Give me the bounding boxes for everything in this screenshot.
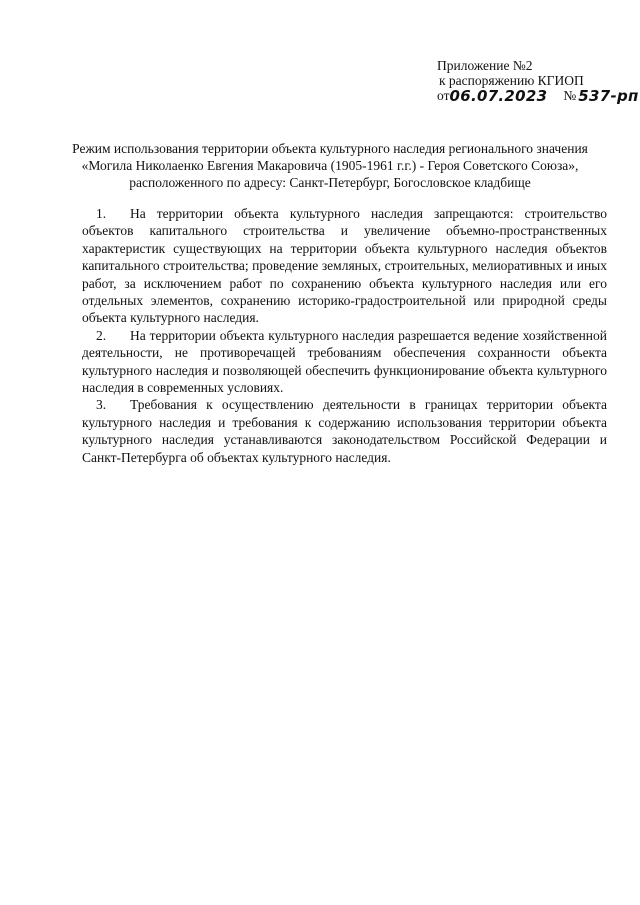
paragraph-number: 3. xyxy=(96,397,107,413)
annex-order-reference: к распоряжению КГИОП xyxy=(439,73,584,88)
paragraph-text: Требования к осуществлению деятельности в границах территории объекта культурного наследия и требования к содержанию использования территории объекта культурного наследия устанавливаются законодательством Российской Федерации и Санкт-Петербурга об объектах культурного наследия. xyxy=(82,397,607,465)
annex-header xyxy=(437,58,639,105)
handwritten-date: 06.07.2023 xyxy=(449,87,548,105)
number-label: № xyxy=(563,88,577,103)
handwritten-number: 537-рп xyxy=(578,87,639,105)
annex-title: Приложение №2 xyxy=(437,58,533,73)
paragraph-text: На территории объекта культурного наследия разрешается ведение хозяйственной деятельности, не противоречащей требованиям обеспечения сохранности объекта культурного наследия и позволяющей обеспечить функционирование объекта культурного наследия в современных условиях. xyxy=(82,327,607,396)
paragraph-3 xyxy=(82,396,607,466)
paragraph-text: На территории объекта культурного наследия запрещаются: строительство объектов капитального строительства и увеличение объемно-пространственных характеристик существующих на территории объекта культурного наследия объектов капитального строительства; проведение земляных, строительных, мелиоративных и иных работ, за исключением работ по сохранению объекта культурного наследия или его отдельных элементов, сохранению историко-градостроительной или природной среды объекта культурного наследия. xyxy=(82,206,607,326)
title-line-1: Режим использования территории объекта культурного наследия регионального значения xyxy=(72,141,588,156)
paragraph-1 xyxy=(82,205,607,327)
document-body xyxy=(82,205,607,466)
document-title xyxy=(70,140,590,191)
annex-date-number-line xyxy=(437,87,639,105)
title-line-3: расположенного по адресу: Санкт-Петербург, Богословское кладбище xyxy=(129,175,531,190)
paragraph-2 xyxy=(82,327,607,397)
title-line-2: «Могила Николаенко Евгения Макаровича (1905-1961 г.г.) - Героя Советского Союза», xyxy=(81,158,579,173)
date-prefix: от xyxy=(437,88,450,103)
paragraph-number: 1. xyxy=(96,206,107,221)
paragraph-number: 2. xyxy=(96,327,107,343)
